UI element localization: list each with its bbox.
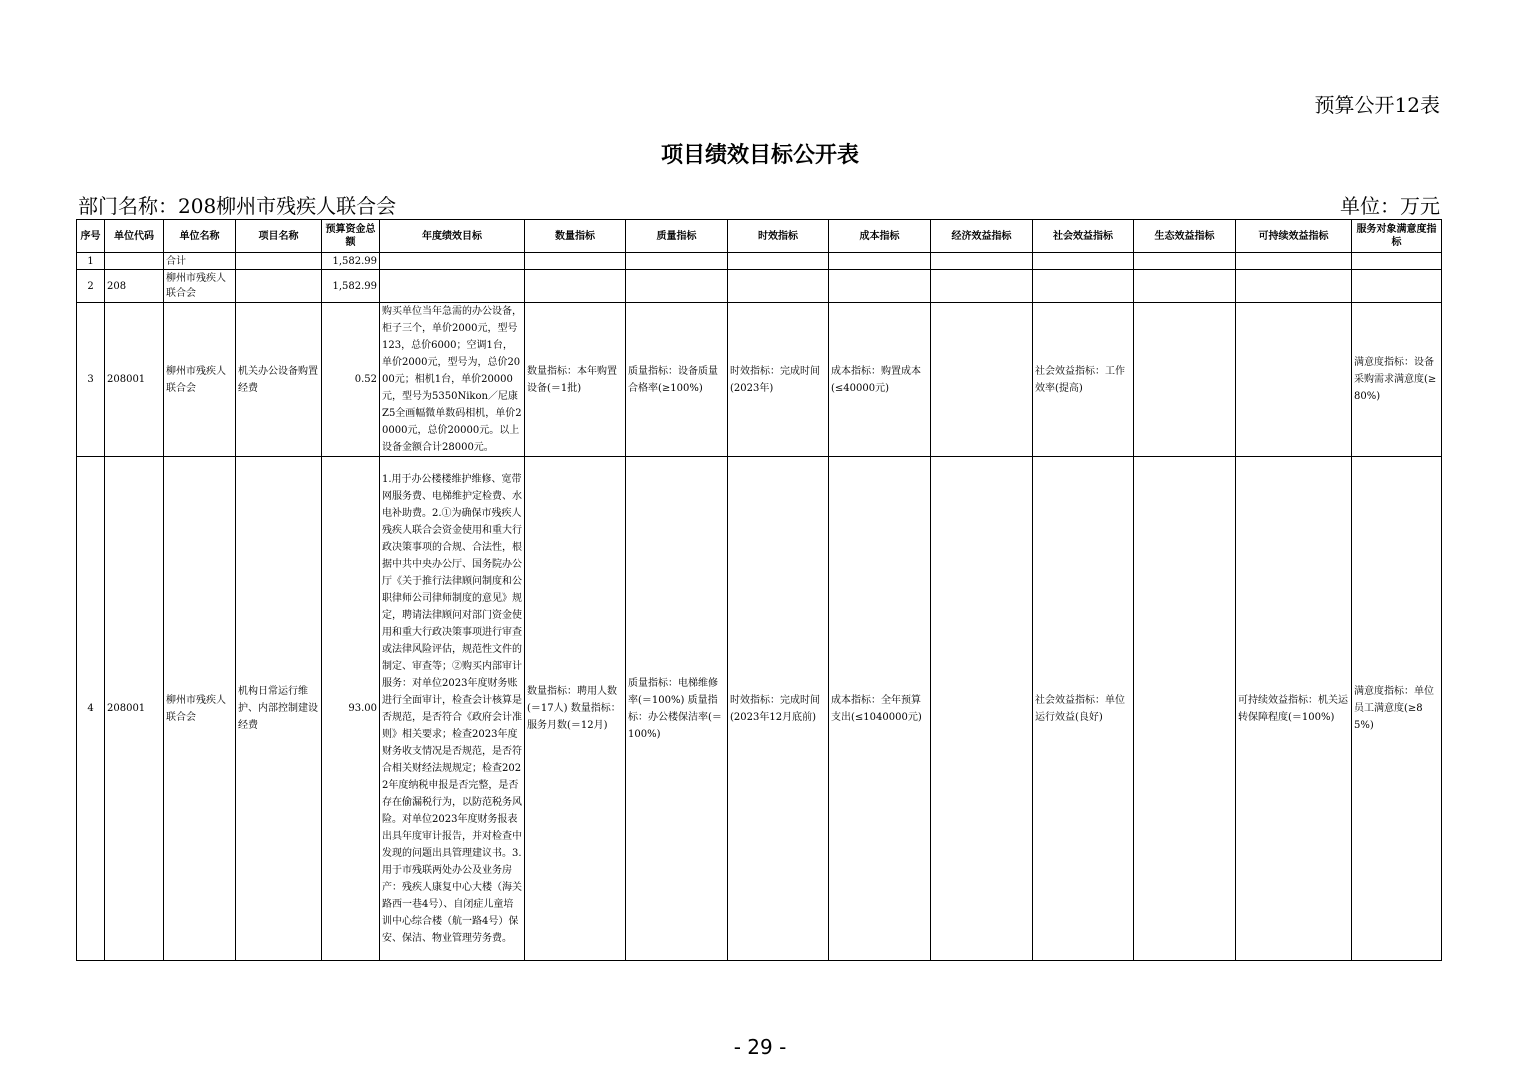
cell-timeliness [728, 270, 829, 303]
col-header-budget: 预算资金总额 [322, 220, 380, 253]
col-header-unit-name: 单位名称 [164, 220, 236, 253]
cell-seq: 1 [77, 253, 105, 270]
cell-goal: 购买单位当年急需的办公设备，柜子三个，单价2000元，型号123，总价6000；空调1台，单价2000元，型号为，总价2000元；相机1台，单价20000元，型号为5350Nikon／尼康Z5全画幅微单数码相机，单价20000元，总价20000元。以上设备金额合计28000元。 [380, 303, 525, 457]
cell-economic [931, 253, 1033, 270]
cell-sustainable [1236, 270, 1352, 303]
cell-unit-name: 柳州市残疾人联合会 [164, 270, 236, 303]
col-header-economic: 经济效益指标 [931, 220, 1033, 253]
table-header-row [77, 220, 1442, 253]
cell-ecological [1134, 253, 1236, 270]
cell-quality: 质量指标：电梯维修率(＝100%) 质量指标：办公楼保洁率(＝100%) [626, 457, 728, 961]
cell-sustainable: 可持续效益指标：机关运转保障程度(＝100%) [1236, 457, 1352, 961]
col-header-quality: 质量指标 [626, 220, 728, 253]
cell-seq: 3 [77, 303, 105, 457]
cell-project [236, 270, 322, 303]
cell-social [1033, 253, 1134, 270]
table-number: 预算公开12表 [1314, 93, 1440, 117]
currency-unit: 单位：万元 [1340, 194, 1440, 218]
cell-code [105, 253, 164, 270]
cell-quality [626, 253, 728, 270]
cell-goal [380, 270, 525, 303]
cell-economic [931, 303, 1033, 457]
department-name: 部门名称：208柳州市残疾人联合会 [78, 194, 397, 218]
cell-quantity: 数量指标：本年购置设备(＝1批) [525, 303, 626, 457]
cell-budget: 1,582.99 [322, 253, 380, 270]
col-header-timeliness: 时效指标 [728, 220, 829, 253]
col-header-cost: 成本指标 [829, 220, 931, 253]
cell-seq: 4 [77, 457, 105, 961]
cell-sustainable [1236, 303, 1352, 457]
cell-project: 机构日常运行维护、内部控制建设经费 [236, 457, 322, 961]
cell-goal: 1.用于办公楼楼维护维修、宽带网服务费、电梯维护定检费、水电补助费。2.①为确保市残疾人残疾人联合会资金使用和重大行政决策事项的合规、合法性，根据中共中央办公厅、国务院办公厅《关于推行法律顾问制度和公职律师公司律师制度的意见》规定，聘请法律顾问对部门资金使用和重大行政决策事项进行审查或法律风险评估，规范性文件的制定、审查等；②购买内部审计服务：对单位2023年度财务账进行全面审计，检查会计核算是否规范，是否符合《政府会计准则》相关要求；检查2023年度财务收支情况是否规范，是否符合相关财经法规规定；检查2022年度纳税申报是否完整，是否存在偷漏税行为，以防范税务风险。对单位2023年度财务报表出具年度审计报告，并对检查中发现的问题出具管理建议书。3.用于市残联两处办公及业务房产：残疾人康复中心大楼（海关路西一巷4号）、自闭症儿童培训中心综合楼（航一路4号）保安、保洁、物业管理劳务费。 [380, 457, 525, 961]
cell-quantity [525, 270, 626, 303]
table-row [77, 253, 1442, 270]
cell-quality [626, 270, 728, 303]
cell-quantity: 数量指标：聘用人数(＝17人) 数量指标：服务月数(＝12月) [525, 457, 626, 961]
cell-timeliness: 时效指标：完成时间(2023年) [728, 303, 829, 457]
cell-ecological [1134, 270, 1236, 303]
col-header-seq: 序号 [77, 220, 105, 253]
performance-table [76, 219, 1442, 961]
cell-unit-name: 合计 [164, 253, 236, 270]
col-header-quantity: 数量指标 [525, 220, 626, 253]
table-row [77, 303, 1442, 457]
page-number: - 29 - [733, 1035, 787, 1059]
col-header-sustainable: 可持续效益指标 [1236, 220, 1352, 253]
col-header-project: 项目名称 [236, 220, 322, 253]
cell-quantity [525, 253, 626, 270]
cell-social [1033, 270, 1134, 303]
cell-code: 208001 [105, 303, 164, 457]
cell-satisfaction [1352, 253, 1442, 270]
cell-quality: 质量指标：设备质量合格率(≥100%) [626, 303, 728, 457]
cell-code: 208001 [105, 457, 164, 961]
col-header-goal: 年度绩效目标 [380, 220, 525, 253]
cell-cost: 成本指标：购置成本(≤40000元) [829, 303, 931, 457]
col-header-code: 单位代码 [105, 220, 164, 253]
cell-timeliness: 时效指标：完成时间(2023年12月底前) [728, 457, 829, 961]
cell-satisfaction: 满意度指标：单位员工满意度(≥85%) [1352, 457, 1442, 961]
cell-cost [829, 270, 931, 303]
cell-economic [931, 457, 1033, 961]
cell-social: 社会效益指标：单位运行效益(良好) [1033, 457, 1134, 961]
cell-satisfaction: 满意度指标：设备采购需求满意度(≥80%) [1352, 303, 1442, 457]
document-title: 项目绩效目标公开表 [660, 143, 859, 168]
cell-ecological [1134, 457, 1236, 961]
cell-project: 机关办公设备购置经费 [236, 303, 322, 457]
cell-goal [380, 253, 525, 270]
cell-budget: 0.52 [322, 303, 380, 457]
cell-satisfaction [1352, 270, 1442, 303]
cell-cost [829, 253, 931, 270]
cell-economic [931, 270, 1033, 303]
cell-code: 208 [105, 270, 164, 303]
cell-timeliness [728, 253, 829, 270]
cell-unit-name: 柳州市残疾人联合会 [164, 457, 236, 961]
cell-ecological [1134, 303, 1236, 457]
table-row [77, 270, 1442, 303]
table-row [77, 457, 1442, 961]
cell-seq: 2 [77, 270, 105, 303]
col-header-ecological: 生态效益指标 [1134, 220, 1236, 253]
cell-budget: 93.00 [322, 457, 380, 961]
cell-sustainable [1236, 253, 1352, 270]
cell-social: 社会效益指标：工作效率(提高) [1033, 303, 1134, 457]
cell-project [236, 253, 322, 270]
col-header-social: 社会效益指标 [1033, 220, 1134, 253]
cell-cost: 成本指标：全年预算支出(≤1040000元) [829, 457, 931, 961]
col-header-satisfaction: 服务对象满意度指标 [1352, 220, 1442, 253]
cell-unit-name: 柳州市残疾人联合会 [164, 303, 236, 457]
cell-budget: 1,582.99 [322, 270, 380, 303]
